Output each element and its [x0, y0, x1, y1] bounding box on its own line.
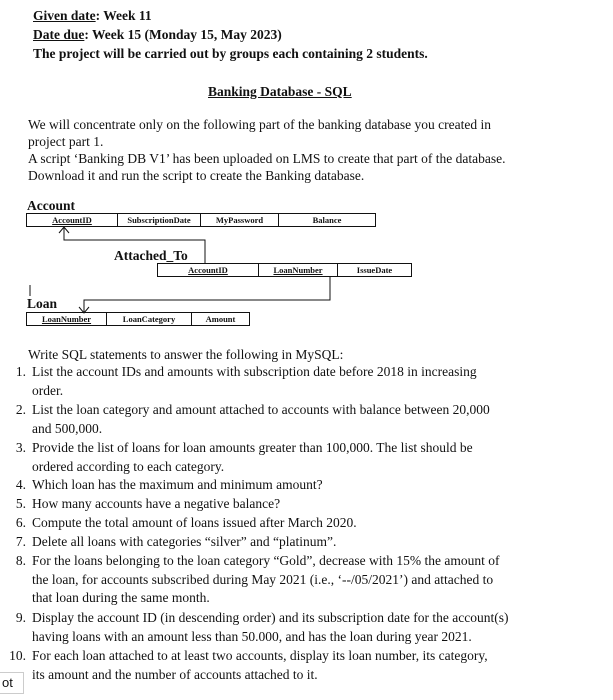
question-number: 6.: [15, 515, 26, 530]
question-number: 8.: [15, 553, 26, 568]
question-number: 3.: [15, 440, 26, 455]
question-text: For each loan attached to at least two accounts, display its loan number, its category,: [32, 648, 488, 663]
given-date-label: Given date: [33, 8, 96, 23]
question-text: its amount and the number of accounts attached to it.: [32, 666, 318, 682]
given-date-value: : Week 11: [95, 8, 152, 23]
question-text: having loans with an amount less than 50.000, and has the loan during year 2021.: [32, 628, 472, 644]
clipped-tooltip-fragment: ot: [0, 672, 24, 694]
intro-line-3: A script ‘Banking DB V1’ has been uploaded on LMS to create that part of the database.: [28, 151, 506, 166]
loan-table-name: Loan: [27, 296, 58, 311]
question-number: 9.: [15, 610, 26, 625]
page-title: Banking Database - SQL: [208, 84, 352, 99]
account-col-accountid: AccountID: [27, 214, 118, 226]
attached-col-accountid: AccountID: [158, 264, 259, 276]
question-text: order.: [32, 382, 64, 398]
questions-intro: Write SQL statements to answer the following in MySQL:: [28, 347, 344, 362]
fk-connector-loan: [84, 277, 330, 312]
question-text: How many accounts have a negative balance?: [32, 496, 281, 511]
question-text: Provide the list of loans for loan amounts greater than 100,000. The list should be: [32, 440, 473, 455]
question-number: 4.: [15, 477, 26, 492]
question-text: ordered according to each category.: [32, 458, 225, 474]
loan-col-loannumber: LoanNumber: [27, 313, 107, 325]
question-text: Which loan has the maximum and minimum amount?: [32, 477, 323, 492]
question-text: List the loan category and amount attached to accounts with balance between 20,000: [32, 402, 490, 417]
intro-line-4: Download it and run the script to create the Banking database.: [28, 168, 365, 183]
groups-note: The project will be carried out by groups each containing 2 students.: [33, 46, 428, 61]
account-table-name: Account: [27, 198, 75, 213]
attached-col-issuedate: IssueDate: [356, 265, 393, 275]
intro-line-1: We will concentrate only on the following part of the banking database you created in: [28, 117, 492, 132]
fk-connector-account: [64, 228, 205, 263]
question-text: and 500,000.: [32, 420, 103, 436]
loan-col-amount: Amount: [205, 314, 236, 324]
question-text: For the loans belonging to the loan category “Gold”, decrease with 15% the amount of: [32, 553, 500, 568]
question-number: 2.: [15, 402, 26, 417]
account-col-subscriptiondate: SubscriptionDate: [118, 214, 201, 226]
question-text: the loan, for accounts subscribed during May 2021 (i.e., ‘--/05/2021’) and attached to: [32, 571, 494, 587]
due-date-value: : Week 15 (Monday 15, May 2023): [84, 27, 282, 42]
account-col-mypassword: MyPassword: [201, 214, 279, 226]
question-number: 5.: [15, 496, 26, 511]
question-text: Delete all loans with categories “silver” and “platinum”.: [32, 534, 337, 549]
question-number: 7.: [15, 534, 26, 549]
due-date-label: Date due: [33, 27, 85, 42]
attached-to-table-name: Attached_To: [114, 248, 188, 263]
loan-col-loancategory: LoanCategory: [107, 313, 192, 325]
question-text: Display the account ID (in descending order) and its subscription date for the account(s): [32, 610, 509, 625]
attached-col-loannumber: LoanNumber: [259, 264, 338, 276]
intro-line-2: project part 1.: [28, 134, 104, 149]
question-text: that loan during the same month.: [32, 590, 210, 605]
schema-connectors: [0, 0, 613, 340]
question-text: Compute the total amount of loans issued after March 2020.: [32, 515, 357, 530]
question-number: 10.: [9, 648, 26, 663]
account-col-balance: Balance: [312, 215, 342, 225]
question-text: List the account IDs and amounts with subscription date before 2018 in increasing: [32, 364, 477, 379]
question-number: 1.: [15, 364, 26, 379]
